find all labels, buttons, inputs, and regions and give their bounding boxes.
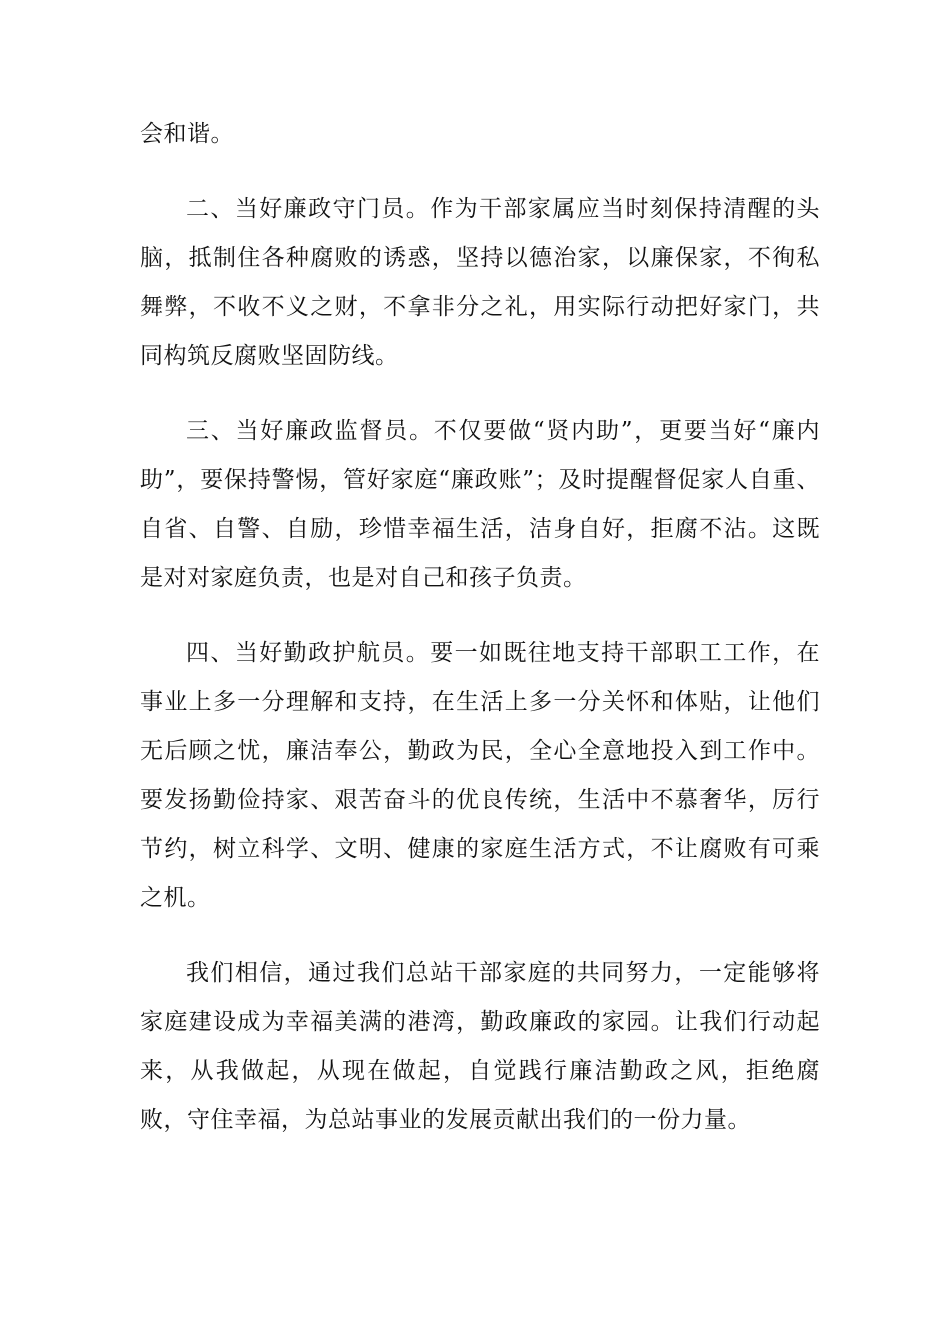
paragraph-gatekeeper: 二、当好廉政守门员。作为干部家属应当时刻保持清醒的头脑，抵制住各种腐败的诱惑，坚持以德治家，以廉保家，不徇私舞弊，不收不义之财，不拿非分之礼，用实际行动把好家门，共同构筑反腐败坚固防线。 xyxy=(140,196,820,369)
document-body xyxy=(140,110,820,1171)
paragraph-escort: 四、当好勤政护航员。要一如既往地支持干部职工工作，在事业上多一分理解和支持，在生活上多一分关怀和体贴，让他们无后顾之忧，廉洁奉公，勤政为民，全心全意地投入到工作中。要发扬勤俭持家、艰苦奋斗的优良传统，生活中不慕奢华，厉行节约，树立科学、文明、健康的家庭生活方式，不让腐败有可乘之机。 xyxy=(140,640,820,911)
paragraph-conclusion: 我们相信，通过我们总站干部家庭的共同努力，一定能够将家庭建设成为幸福美满的港湾，勤政廉政的家园。让我们行动起来，从我做起，从现在做起，自觉践行廉洁勤政之风，拒绝腐败，守住幸福，为总站事业的发展贡献出我们的一份力量。 xyxy=(140,960,820,1133)
paragraph-supervisor: 三、当好廉政监督员。不仅要做“贤内助”，更要当好“廉内助”，要保持警惕，管好家庭“廉政账”；及时提醒督促家人自重、自省、自警、自励，珍惜幸福生活，洁身自好，拒腐不沾。这既是对对家庭负责，也是对自己和孩子负责。 xyxy=(140,418,820,591)
paragraph-continuation: 会和谐。 xyxy=(140,121,234,147)
